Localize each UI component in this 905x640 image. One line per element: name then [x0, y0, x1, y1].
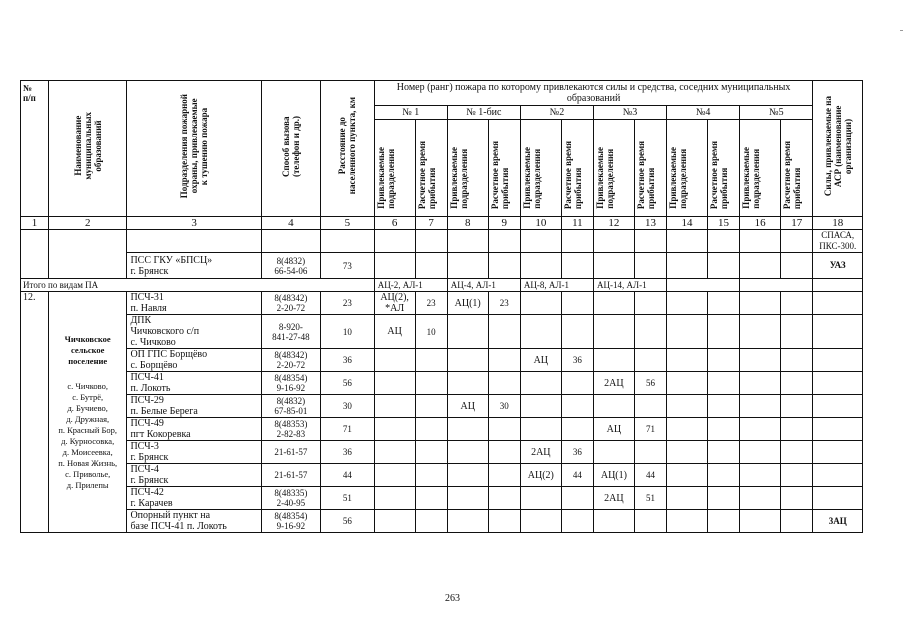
rank-2-time: [561, 372, 593, 395]
unit-distance: 10: [320, 315, 374, 349]
asr-cell: [813, 315, 863, 349]
header-asr: Силы, привлекаемые на АСР (наименование организации): [813, 81, 863, 217]
rank-1-force: [374, 510, 415, 533]
pss-empty: [447, 253, 488, 279]
totals-rank-5: [740, 279, 813, 292]
rank-5-force: [740, 418, 781, 441]
rank-1bis-force: АЦ(1): [447, 292, 488, 315]
rank-1-time: [415, 349, 447, 372]
totals-rank-4: [667, 279, 740, 292]
rank-3-time: [634, 315, 666, 349]
section-number: 12.: [21, 292, 49, 533]
rank-3-force: 2АЦ: [593, 487, 634, 510]
pss-empty: [707, 230, 739, 253]
header-arrival: Расчетное время прибытия: [488, 119, 520, 216]
header-arrival: Расчетное время прибытия: [781, 119, 813, 216]
table-row: [21, 315, 863, 349]
rank-4-time: [707, 372, 739, 395]
municipality-title: Чичковское сельское поселение: [64, 333, 111, 366]
rank-3-force: [593, 349, 634, 372]
totals-rank-1: АЦ-2, АЛ-1: [374, 279, 447, 292]
rank-1-force: [374, 372, 415, 395]
rank-2-time: 36: [561, 441, 593, 464]
rank-2-time: [561, 395, 593, 418]
table-row: [21, 441, 863, 464]
asr-cell: [813, 372, 863, 395]
table-row: [21, 510, 863, 533]
rank-1bis-force: [447, 349, 488, 372]
rank-3-force: [593, 315, 634, 349]
unit-distance: 23: [320, 292, 374, 315]
header-fire-rank: Номер (ранг) пожара по которому привлекаются силы и средства, соседних муниципальных образований: [374, 81, 813, 106]
unit-distance: 56: [320, 372, 374, 395]
pss-empty: [415, 230, 447, 253]
rank-1bis-time: 30: [488, 395, 520, 418]
rank-3-time: 44: [634, 464, 666, 487]
rank-1bis-force: [447, 315, 488, 349]
rank-3-force: [593, 292, 634, 315]
rank-2-force: [520, 372, 561, 395]
pss-empty: [374, 253, 415, 279]
rank-1bis-force: [447, 510, 488, 533]
asr-cell: 3АЦ: [813, 510, 863, 533]
unit-name: Опорный пункт на базе ПСЧ-41 п. Локоть: [127, 510, 261, 533]
rank-2-time: [561, 487, 593, 510]
rank-1-force: [374, 487, 415, 510]
unit-phone: 8(48335) 2-40-95: [261, 487, 320, 510]
header-rank-3: №3: [593, 106, 666, 119]
unit-name: ОП ГПС Борщёво с. Борщёво: [127, 349, 261, 372]
pss-empty: [593, 253, 634, 279]
totals-rank-1bis: АЦ-4, АЛ-1: [447, 279, 520, 292]
pss-asr: УАЗ: [813, 253, 863, 279]
col-number: 9: [488, 217, 520, 230]
rank-1-force: [374, 349, 415, 372]
rank-4-time: [707, 487, 739, 510]
rank-1-force: [374, 441, 415, 464]
rank-1bis-time: [488, 372, 520, 395]
rank-2-force: [520, 395, 561, 418]
unit-distance: 56: [320, 510, 374, 533]
rank-5-time: [781, 349, 813, 372]
asr-cell: [813, 441, 863, 464]
pss-empty: [781, 230, 813, 253]
unit-phone: 8(48354) 9-16-92: [261, 372, 320, 395]
rank-5-time: [781, 441, 813, 464]
asr-cell: [813, 292, 863, 315]
rank-2-force: [520, 315, 561, 349]
col-number: 2: [48, 217, 126, 230]
rank-1-time: 23: [415, 292, 447, 315]
rank-1-time: [415, 487, 447, 510]
unit-distance: 36: [320, 441, 374, 464]
rank-1bis-time: [488, 349, 520, 372]
pss-empty: [374, 230, 415, 253]
rank-1-force: АЦ(2), *АЛ: [374, 292, 415, 315]
unit-phone: 8(48342) 2-20-72: [261, 292, 320, 315]
rank-3-force: 2АЦ: [593, 372, 634, 395]
rank-3-time: [634, 292, 666, 315]
rank-5-time: [781, 315, 813, 349]
unit-distance: 36: [320, 349, 374, 372]
col-number: 4: [261, 217, 320, 230]
header-units: Подразделения пожарной охраны, привлекаемые к тушению пожара: [127, 81, 261, 217]
rank-1-time: [415, 510, 447, 533]
unit-name: ДПК Чичковского с/п с. Чичково: [127, 315, 261, 349]
rank-1-force: [374, 418, 415, 441]
settlement-list: с. Чичково, с. Бутрё, д. Бучиево, д. Дружная, п. Красный Бор, д. Курносовка, д. Моисеевка, п. Новая Жизнь, с. Приволье, д. Прилепы: [58, 380, 118, 490]
rank-2-time: [561, 510, 593, 533]
col-number: 11: [561, 217, 593, 230]
totals-asr: [813, 279, 863, 292]
header-rank-4: №4: [667, 106, 740, 119]
pss-empty: [634, 253, 666, 279]
rank-1-time: 10: [415, 315, 447, 349]
col-number: 14: [667, 217, 708, 230]
unit-distance: 71: [320, 418, 374, 441]
rank-4-time: [707, 510, 739, 533]
header-rank-5: №5: [740, 106, 813, 119]
asr-cell: [813, 487, 863, 510]
rank-1bis-time: [488, 418, 520, 441]
rank-5-time: [781, 418, 813, 441]
header-arrival: Расчетное время прибытия: [707, 119, 739, 216]
rank-1-force: [374, 395, 415, 418]
pss-empty: [740, 230, 781, 253]
rank-4-time: [707, 395, 739, 418]
unit-phone: 8(48353) 2-82-83: [261, 418, 320, 441]
rank-4-time: [707, 441, 739, 464]
rank-1-time: [415, 441, 447, 464]
table-row: [21, 372, 863, 395]
totals-rank-3: АЦ-14, АЛ-1: [593, 279, 666, 292]
header-distance: Расстояние до населенного пункта, км: [320, 81, 374, 217]
col-number: 5: [320, 217, 374, 230]
rank-4-force: [667, 487, 708, 510]
header-rank-2: №2: [520, 106, 593, 119]
pss-empty: [740, 253, 781, 279]
col-number: 16: [740, 217, 781, 230]
pss-empty: [667, 253, 708, 279]
rank-3-force: [593, 441, 634, 464]
unit-distance: 44: [320, 464, 374, 487]
rank-4-time: [707, 292, 739, 315]
table-row: [21, 487, 863, 510]
scan-mark: [900, 30, 903, 31]
rank-3-time: [634, 395, 666, 418]
col-number: 17: [781, 217, 813, 230]
unit-name: ПСЧ-42 г. Карачев: [127, 487, 261, 510]
header-arrival: Расчетное время прибытия: [561, 119, 593, 216]
rank-4-force: [667, 315, 708, 349]
rank-2-time: [561, 292, 593, 315]
header-forces: Привлекаемые подразделения: [374, 119, 415, 216]
rank-5-time: [781, 464, 813, 487]
section-12-body: [21, 292, 863, 533]
rank-5-time: [781, 292, 813, 315]
rank-3-force: АЦ: [593, 418, 634, 441]
rank-5-force: [740, 372, 781, 395]
rank-1bis-time: [488, 315, 520, 349]
rank-4-force: [667, 441, 708, 464]
col-number: 13: [634, 217, 666, 230]
table-row: [21, 292, 863, 315]
rank-2-time: [561, 418, 593, 441]
unit-phone: 21-61-57: [261, 441, 320, 464]
rank-5-time: [781, 487, 813, 510]
col-number: 12: [593, 217, 634, 230]
unit-phone: 8(48354) 9-16-92: [261, 510, 320, 533]
rank-1-force: [374, 464, 415, 487]
pss-empty: [261, 230, 320, 253]
asr-cell: [813, 349, 863, 372]
table-row: [21, 418, 863, 441]
rank-2-time: 36: [561, 349, 593, 372]
rank-4-force: [667, 292, 708, 315]
header-forces: Привлекаемые подразделения: [667, 119, 708, 216]
rank-4-force: [667, 418, 708, 441]
pss-empty: [634, 230, 666, 253]
header-forces: Привлекаемые подразделения: [447, 119, 488, 216]
pss-empty: [561, 253, 593, 279]
pss-empty: [561, 230, 593, 253]
rank-4-force: [667, 372, 708, 395]
rank-2-force: АЦ: [520, 349, 561, 372]
pss-municipality-cell: [48, 230, 126, 279]
table-row: [21, 464, 863, 487]
col-number: 1: [21, 217, 49, 230]
rank-4-force: [667, 464, 708, 487]
unit-phone: 8(4832) 67-85-01: [261, 395, 320, 418]
pss-empty: [707, 253, 739, 279]
rank-5-force: [740, 441, 781, 464]
header-forces: Привлекаемые подразделения: [593, 119, 634, 216]
rank-3-time: [634, 349, 666, 372]
rank-1-time: [415, 418, 447, 441]
header-no: № п/п: [21, 81, 49, 217]
rank-3-time: 51: [634, 487, 666, 510]
table-row: [21, 349, 863, 372]
unit-distance: 30: [320, 395, 374, 418]
rank-4-time: [707, 349, 739, 372]
rank-2-force: [520, 418, 561, 441]
rank-5-time: [781, 510, 813, 533]
unit-name: ПСЧ-49 пгт Кокоревка: [127, 418, 261, 441]
unit-name: ПСЧ-4 г. Брянск: [127, 464, 261, 487]
asr-cell: [813, 464, 863, 487]
page-number: 263: [445, 593, 460, 604]
rank-1bis-force: [447, 372, 488, 395]
rank-1-time: [415, 372, 447, 395]
rank-1bis-force: [447, 418, 488, 441]
pss-empty: [415, 253, 447, 279]
pss-empty: [593, 230, 634, 253]
pss-empty: [488, 253, 520, 279]
pss-distance: 73: [320, 253, 374, 279]
pss-empty: [520, 230, 561, 253]
rank-4-force: [667, 510, 708, 533]
rank-3-time: [634, 441, 666, 464]
rank-5-force: [740, 292, 781, 315]
unit-name: ПСЧ-3 г. Брянск: [127, 441, 261, 464]
rank-4-force: [667, 349, 708, 372]
pss-no-cell: [21, 230, 49, 279]
unit-phone: 21-61-57: [261, 464, 320, 487]
rank-5-force: [740, 349, 781, 372]
col-number: 8: [447, 217, 488, 230]
pss-asr-top: СПАСА, ПКС-300.: [813, 230, 863, 253]
pss-empty: [520, 253, 561, 279]
rank-1bis-time: [488, 464, 520, 487]
header-forces: Привлекаемые подразделения: [520, 119, 561, 216]
header-arrival: Расчетное время прибытия: [634, 119, 666, 216]
rank-1bis-time: [488, 441, 520, 464]
rank-1bis-force: [447, 441, 488, 464]
unit-distance: 51: [320, 487, 374, 510]
pss-empty: [667, 230, 708, 253]
pss-empty: [127, 230, 261, 253]
rank-5-force: [740, 487, 781, 510]
rank-1bis-time: 23: [488, 292, 520, 315]
header-call-method: Способ вызова (телефон и др.): [261, 81, 320, 217]
rank-3-force: [593, 510, 634, 533]
col-number: 7: [415, 217, 447, 230]
unit-phone: 8(48342) 2-20-72: [261, 349, 320, 372]
pss-empty: [488, 230, 520, 253]
col-number: 6: [374, 217, 415, 230]
rank-5-force: [740, 510, 781, 533]
rank-4-force: [667, 395, 708, 418]
table-row: [21, 395, 863, 418]
totals-rank-2: АЦ-8, АЛ-1: [520, 279, 593, 292]
pss-empty: [781, 253, 813, 279]
rank-3-force: АЦ(1): [593, 464, 634, 487]
unit-name: ПСЧ-29 п. Белые Берега: [127, 395, 261, 418]
unit-name: ПСЧ-41 п. Локоть: [127, 372, 261, 395]
header-municipality: Наименование муниципальных образований: [48, 81, 126, 217]
rank-1bis-force: [447, 487, 488, 510]
pss-unit: ПСС ГКУ «БПСЦ» г. Брянск: [127, 253, 261, 279]
rank-2-force: [520, 510, 561, 533]
rank-1-time: [415, 395, 447, 418]
pss-phone: 8(4832) 66-54-06: [261, 253, 320, 279]
rank-2-force: [520, 292, 561, 315]
col-number: 10: [520, 217, 561, 230]
rank-2-time: [561, 315, 593, 349]
rank-5-force: [740, 315, 781, 349]
rank-3-time: 56: [634, 372, 666, 395]
rank-3-time: 71: [634, 418, 666, 441]
rank-5-time: [781, 372, 813, 395]
asr-cell: [813, 418, 863, 441]
rank-1bis-time: [488, 510, 520, 533]
pss-empty: [447, 230, 488, 253]
rank-1bis-force: АЦ: [447, 395, 488, 418]
rank-3-force: [593, 395, 634, 418]
rank-5-time: [781, 395, 813, 418]
rank-5-force: [740, 464, 781, 487]
header-forces: Привлекаемые подразделения: [740, 119, 781, 216]
col-number: 15: [707, 217, 739, 230]
header-rank-1bis: № 1-бис: [447, 106, 520, 119]
rank-1-time: [415, 464, 447, 487]
header-rank-1: № 1: [374, 106, 447, 119]
rank-1bis-time: [488, 487, 520, 510]
pss-empty: [320, 230, 374, 253]
rank-4-time: [707, 315, 739, 349]
rank-2-force: [520, 487, 561, 510]
unit-phone: 8-920- 841-27-48: [261, 315, 320, 349]
unit-name: ПСЧ-31 п. Навля: [127, 292, 261, 315]
municipality-cell: [48, 292, 126, 533]
col-number: 3: [127, 217, 261, 230]
rank-2-force: 2АЦ: [520, 441, 561, 464]
totals-label: Итого по видам ПА: [21, 279, 375, 292]
rank-2-force: АЦ(2): [520, 464, 561, 487]
rank-5-force: [740, 395, 781, 418]
header-arrival: Расчетное время прибытия: [415, 119, 447, 216]
rank-2-time: 44: [561, 464, 593, 487]
rank-1bis-force: [447, 464, 488, 487]
fire-forces-table: [20, 80, 863, 533]
rank-3-time: [634, 510, 666, 533]
asr-cell: [813, 395, 863, 418]
col-number: 18: [813, 217, 863, 230]
rank-4-time: [707, 418, 739, 441]
rank-1-force: АЦ: [374, 315, 415, 349]
rank-4-time: [707, 464, 739, 487]
